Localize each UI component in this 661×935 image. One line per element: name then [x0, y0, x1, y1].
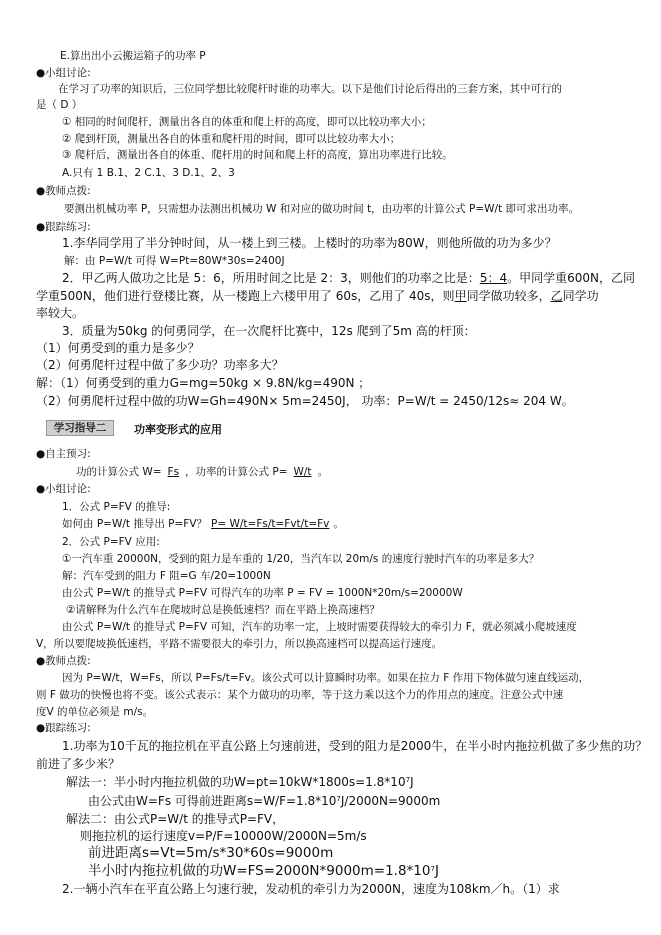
section-tag: 学习指导二: [46, 420, 114, 436]
heading-practice: ●跟踪练习:: [36, 221, 91, 233]
question-2-line2: [36, 289, 599, 303]
unit: J: [434, 863, 439, 879]
method-1-line-1: [66, 775, 414, 789]
method-2-line-4: [88, 864, 439, 878]
car-solution-2: 由公式 P=W/t 的推导式 P=FV 可得汽车的功率 P = FV = 1000N*20m/s=20000W: [62, 587, 463, 599]
text-line: 率较大。: [36, 306, 85, 320]
heading-practice-2: ●跟踪练习:: [36, 722, 91, 734]
heading-teacher-tips-2: ●教师点拨:: [36, 655, 91, 667]
solution-3-part2: （2）何勇爬杆过程中做的功W=Gh=490N× 5m=2450J， 功率：P=W/t = 2450/12s≈ 204 W。: [36, 394, 574, 408]
method-2-line-3: 前进距离s=Vt=5m/s*30*60s=9000m: [88, 845, 334, 861]
tip-line-1: 因为 P=W/t，W=Fs，所以 P=Fs/t=Fv。该公式可以计算瞬时功率。如果在拉力 F 作用下物体做匀速直线运动，: [62, 672, 590, 684]
derivation-line: [62, 517, 344, 531]
formula-blank-w: Fs: [167, 466, 180, 478]
q2-text-d: 学重500N，他们进行登楼比赛，从一楼跑上六楼甲用了 60s，乙用了 40s，则: [36, 289, 455, 303]
section-title: 功率变形式的应用: [134, 423, 222, 436]
formula-text-c: ，功率的计算公式 P=: [185, 466, 288, 478]
unit: J: [410, 775, 414, 789]
heading-preview: ●自主预习:: [36, 448, 91, 460]
slope-answer-1: 由公式 P=W/t 的推导式 P=FV 可知，汽车的功率一定，上坡时需要获得较大的牵引力 F，就必须减小爬坡速度: [62, 621, 577, 633]
text-line: 2．公式 P=FV 应用:: [62, 536, 160, 548]
solution-1: 解：由 P=W/t 可得 W=Pt=80W*30s=2400J: [64, 255, 285, 267]
heading-group-discussion-2: ●小组讨论:: [36, 483, 91, 495]
option-3: ③ 爬杆后，测量出各自的体重、爬杆用的时间和爬上杆的高度，算出功率进行比较。: [62, 149, 453, 161]
formula-text-a: 功的计算公式 W=: [76, 466, 162, 478]
text-line: 在学习了功率的知识后，三位同学想比较爬杆时谁的功率大。以下是他们讨论后得出的三套方案，其中可行的: [58, 83, 562, 95]
q2-blank-1: 甲: [454, 289, 467, 303]
method-2-line-2: 则拖拉机的运行速度v=P/F=10000W/2000N=5m/s: [80, 829, 367, 843]
question-3: 3．质量为50kg 的何勇同学，在一次爬杆比赛中，12s 爬到了5m 高的杆顶：: [62, 324, 476, 338]
text-line: 是（ D ）: [36, 99, 83, 111]
q2-text-e: 同学做功较多，: [466, 289, 551, 303]
text-line: 要测出机械功率 P，只需想办法测出机械功 W 和对应的做功时间 t，由功率的计算公式 P=W/t 即可求出功率。: [64, 203, 580, 215]
question-1: 1.李华同学用了半分钟时间，从一楼上到三楼。上楼时的功率为80W，则他所做的功为多少？: [62, 236, 557, 250]
method-2-text-4: 半小时内拖拉机做的功W=FS=2000N*9000m=1.8*10: [88, 863, 431, 879]
question-3-part1: （1）何勇受到的重力是多少？: [36, 341, 200, 355]
slope-answer-2: V，所以要爬坡换低速档，平路不需要很大的牵引力，所以换高速档可以提高运行速度。: [36, 638, 443, 650]
derivation-q: 如何由 P=W/t 推导出 P=FV？: [62, 518, 208, 530]
formula-blank-p: W/t: [293, 466, 312, 478]
car-question: ①一汽车重 20000N，受到的阻力是车重的 1/20，当汽车以 20m/s 的速度行驶时汽车的功率是多大？: [62, 553, 540, 565]
option-1: ① 相同的时间爬杆，测量出各自的体重和爬上杆的高度，即可以比较功率大小；: [62, 116, 432, 128]
tractor-question: 1.功率为10千瓦的拖拉机在平直公路上匀速前进，受到的阻力是2000牛，在半小时内拖拉机做了多少焦的功？: [62, 739, 648, 753]
exponent: 7: [336, 795, 341, 803]
option-2: ② 爬到杆顶，测量出各自的体重和爬杆用的时间，即可以比较功率大小；: [62, 133, 401, 145]
slope-question: ②请解释为什么汽车在爬坡时总是换低速档？而在平路上换高速档？: [66, 604, 380, 616]
formula-fill: [76, 465, 328, 479]
unit: J/2000N=9000m: [340, 794, 441, 808]
heading-group-discussion: ●小组讨论:: [36, 67, 91, 79]
answer-choices: A.只有 1 B.1、2 C.1、3 D.1、2、3: [62, 167, 235, 179]
q2-text-c: 。甲同学重600N，乙同: [507, 271, 635, 285]
text-line: E.算出出小云搬运箱子的功率 P: [60, 50, 206, 62]
q2-blank-ratio: 5：4: [479, 271, 508, 285]
method-1-text: 解法一：半小时内拖拉机做的功W=pt=10kW*1800s=1.8*10: [66, 775, 406, 789]
formula-text-e: 。: [317, 466, 329, 478]
exponent: 7: [430, 865, 435, 873]
method-1-line-2: [88, 794, 440, 808]
question-3-part2: （2）何勇爬杆过程中做了多少功？功率多大？: [36, 358, 284, 372]
solution-3-part1: 解：（1）何勇受到的重力G=mg=50kg × 9.8N/kg=490N ；: [36, 376, 371, 390]
q2-blank-2: 乙: [550, 289, 563, 303]
method-2-line-1: 解法二：由公式P=W/t 的推导式P=FV，: [66, 812, 285, 826]
text-line: 1．公式 P=FV 的推导:: [62, 501, 171, 513]
tractor-question-2: 前进了多少米？: [36, 757, 121, 771]
q2-text-a: 2．甲乙两人做功之比是 5：6，所用时间之比是 2：3，则他们的功率之比是：: [62, 271, 480, 285]
exponent: 7: [405, 776, 411, 784]
derivation-end: 。: [333, 518, 344, 530]
q2-text-f: 同学功: [562, 289, 599, 303]
tip-line-3: 度V 的单位必须是 m/s。: [36, 706, 154, 718]
heading-teacher-tips: ●教师点拨:: [36, 185, 91, 197]
tip-line-2: 则 F 做功的快慢也将不变。该公式表示：某个力做功的功率，等于这力乘以这个力的作用点的速度。注意公式中速: [36, 689, 564, 701]
question-2-line1: [62, 271, 635, 285]
derivation-answer: P= W/t=Fs/t=Fvt/t=Fv: [211, 518, 330, 530]
car-question-2: 2.一辆小汽车在平直公路上匀速行驶，发动机的牵引力为2000N，速度为108km／h。（1）求: [62, 882, 560, 896]
car-solution-1: 解：汽车受到的阻力 F 阻=G 车/20=1000N: [62, 570, 271, 582]
method-1-text-2: 由公式由W=Fs 可得前进距离s=W/F=1.8*10: [88, 794, 337, 808]
